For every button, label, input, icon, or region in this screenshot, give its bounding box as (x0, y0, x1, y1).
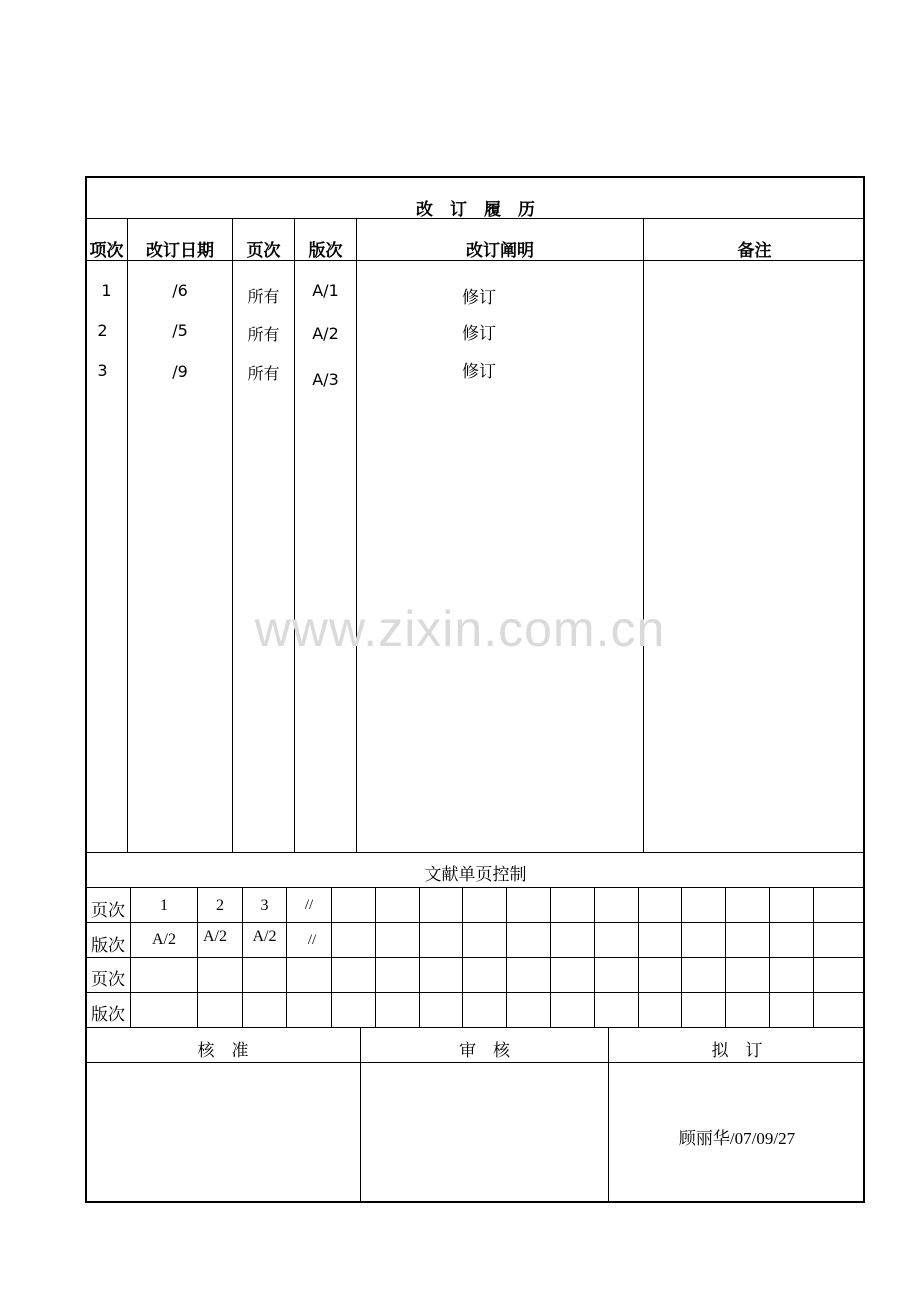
grid-divider (419, 888, 420, 1027)
col-divider-description (643, 219, 644, 852)
version-cell: A/2 (252, 928, 277, 945)
grid-divider (594, 888, 595, 1027)
rule-control-row4 (86, 1027, 865, 1028)
draft-label: 拟 订 (711, 1041, 763, 1060)
row-description: 修订 (462, 288, 496, 308)
header-remarks: 备注 (737, 241, 772, 261)
grid-divider (725, 888, 726, 1027)
col-divider-item (127, 219, 128, 852)
header-item: 项次 (89, 241, 124, 261)
row-date: /5 (172, 321, 188, 340)
rule-signoff-header (86, 1062, 865, 1063)
col-divider-version (356, 219, 357, 852)
row-item: 3 (97, 361, 108, 380)
row-item: 2 (97, 321, 108, 340)
row-date: /9 (172, 362, 188, 381)
page-control-title: 文献单页控制 (424, 865, 527, 884)
review-label: 审 核 (459, 1041, 510, 1060)
header-description: 改订阐明 (466, 241, 534, 261)
rule-control-title-bottom (86, 887, 865, 888)
draft-signature: 顾丽华/07/09/27 (678, 1129, 796, 1148)
grid-divider (550, 888, 551, 1027)
grid-divider (681, 888, 682, 1027)
row-description: 修订 (462, 362, 496, 382)
revision-history-title: 改 订 履 历 (416, 200, 535, 220)
header-pages: 页次 (246, 241, 281, 261)
row-version: A/1 (312, 281, 339, 300)
row-date: /6 (172, 281, 188, 300)
grid-divider (638, 888, 639, 1027)
row-item: 1 (101, 281, 112, 300)
grid-divider (813, 888, 814, 1027)
version-cell: A/2 (203, 928, 227, 945)
row-pages: 所有 (247, 287, 280, 306)
page-number-cell: 3 (260, 897, 269, 914)
page-number-cell: 2 (216, 897, 224, 914)
col-divider-pages (294, 219, 295, 852)
grid-divider (506, 888, 507, 1027)
page-number-cell: // (304, 897, 314, 913)
grid-divider (462, 888, 463, 1027)
rule-history-bottom (86, 852, 865, 853)
rule-control-row2 (86, 957, 865, 958)
header-version: 版次 (308, 241, 343, 261)
row-label-version: 版次 (91, 1005, 125, 1024)
header-date: 改订日期 (146, 241, 214, 261)
row-label-pages: 页次 (91, 901, 125, 920)
row-pages: 所有 (247, 325, 280, 344)
col-divider-date (232, 219, 233, 852)
row-version: A/2 (312, 324, 339, 343)
row-version: A/3 (312, 370, 339, 389)
rule-control-row1 (86, 922, 865, 923)
version-cell: // (307, 932, 317, 948)
watermark: www.zixin.com.cn (254, 601, 666, 657)
row-pages: 所有 (247, 364, 280, 383)
rule-control-row3 (86, 992, 865, 993)
grid-divider (375, 888, 376, 1027)
version-cell: A/2 (152, 931, 176, 948)
row-description: 修订 (462, 324, 496, 344)
row-label-version: 版次 (91, 936, 125, 955)
row-label-pages: 页次 (91, 970, 125, 989)
page-number-cell: 1 (160, 897, 168, 914)
approve-label: 核 准 (197, 1041, 249, 1060)
grid-divider (769, 888, 770, 1027)
grid-divider (331, 888, 332, 1027)
